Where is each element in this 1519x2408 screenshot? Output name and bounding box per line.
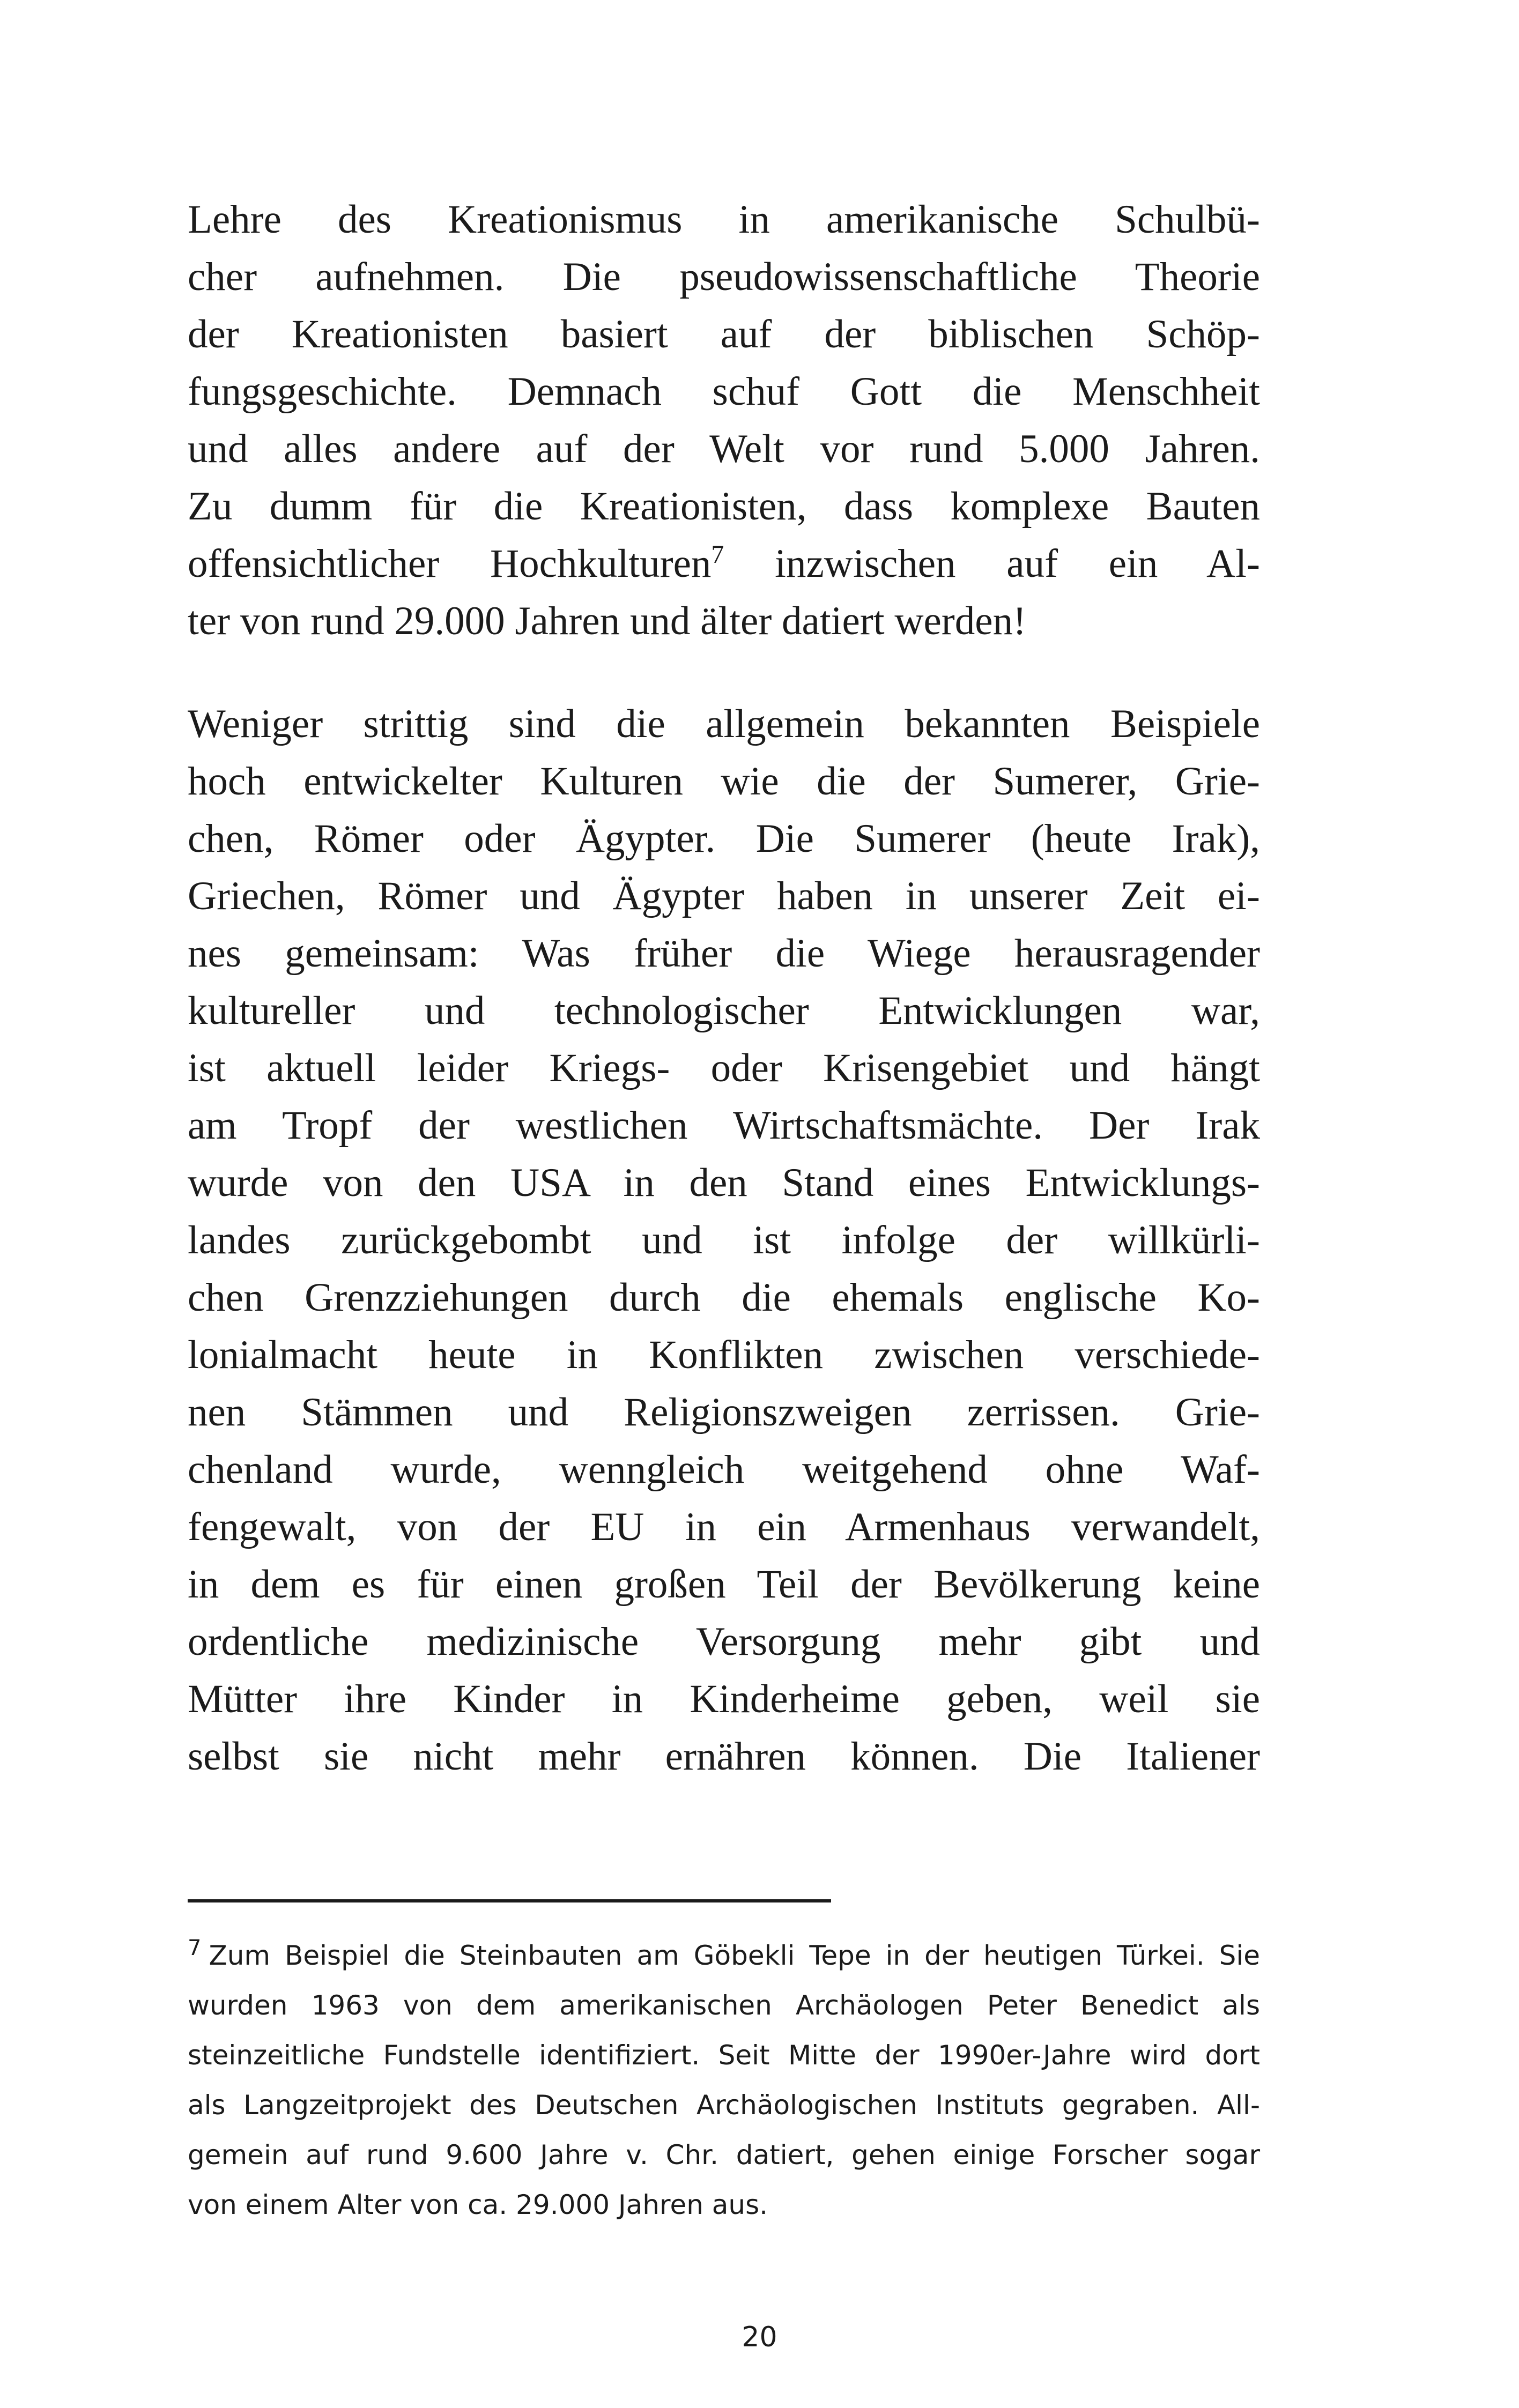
text-line: hoch entwickelter Kulturen wie die der Sumerer, Grie- [188, 759, 1260, 804]
paragraph-2 [188, 695, 1260, 1785]
text-line: Griechen, Römer und Ägypter haben in unserer Zeit ei- [188, 874, 1260, 918]
text-line: nes gemeinsam: Was früher die Wiege herausragender [188, 931, 1260, 976]
text-line-with-footnote-ref [188, 535, 1260, 592]
text-segment: offensichtlicher Hochkulturen [188, 541, 712, 586]
text-line: in dem es für einen großen Teil der Bevölkerung keine [188, 1562, 1260, 1607]
text-line: chen Grenzziehungen durch die ehemals englische Ko- [188, 1275, 1260, 1320]
text-line: fungsgeschichte. Demnach schuf Gott die Menschheit [188, 369, 1260, 414]
text-line: und alles andere auf der Welt vor rund 5.000 Jahren. [188, 427, 1260, 471]
footnote-line: steinzeitliche Fundstelle identifiziert. Seit Mitte der 1990er-Jahre wird dort [188, 2040, 1260, 2071]
text-line: kultureller und technologischer Entwicklungen war, [188, 989, 1260, 1033]
paragraph-1 [188, 191, 1260, 650]
text-line: Weniger strittig sind die allgemein bekannten Beispiele [188, 702, 1260, 746]
text-line: ter von rund 29.000 Jahren und älter datiert werden! [188, 599, 1027, 643]
text-line: Mütter ihre Kinder in Kinderheime geben, weil sie [188, 1677, 1260, 1721]
footnote-line: wurden 1963 von dem amerikanischen Archäologen Peter Benedict als [188, 1990, 1260, 2021]
text-line: der Kreationisten basiert auf der biblischen Schöp- [188, 312, 1260, 356]
footnote [188, 1931, 1260, 2230]
text-line: fengewalt, von der EU in ein Armenhaus verwandelt, [188, 1505, 1260, 1549]
footnote-line: gemein auf rund 9.600 Jahre v. Chr. datiert, gehen einige Forscher sogar [188, 2139, 1260, 2171]
text-line: chenland wurde, wenngleich weitgehend ohne Waf- [188, 1447, 1260, 1492]
footnote-line: von einem Alter von ca. 29.000 Jahren aus. [188, 2189, 768, 2220]
footnote-divider [188, 1899, 831, 1902]
text-line: chen, Römer oder Ägypter. Die Sumerer (heute Irak), [188, 816, 1260, 861]
text-line: landes zurückgebombt und ist infolge der willkürli- [188, 1218, 1260, 1262]
text-line: Lehre des Kreationismus in amerikanische Schulbü- [188, 197, 1260, 242]
text-line: nen Stämmen und Religionszweigen zerrissen. Grie- [188, 1390, 1260, 1435]
footnote-marker: 7 [188, 1936, 202, 1961]
footnote-text: Zum Beispiel die Steinbauten am Göbekli Tepe in der heutigen Türkei. Sie [209, 1940, 1260, 1971]
text-line: wurde von den USA in den Stand eines Entwicklungs- [188, 1161, 1260, 1205]
text-line: selbst sie nicht mehr ernähren können. Die Italiener [188, 1734, 1260, 1779]
text-segment: inzwischen auf ein Al- [724, 541, 1260, 586]
text-line: ordentliche medizinische Versorgung mehr gibt und [188, 1619, 1260, 1664]
footnote-line [188, 1931, 1260, 1981]
footnote-reference[interactable]: 7 [711, 540, 724, 569]
text-line: ist aktuell leider Kriegs- oder Krisengebiet und hängt [188, 1046, 1260, 1090]
text-line: cher aufnehmen. Die pseudowissenschaftliche Theorie [188, 255, 1260, 299]
text-line: Zu dumm für die Kreationisten, dass komplexe Bauten [188, 484, 1260, 529]
text-line: am Tropf der westlichen Wirtschaftsmächte. Der Irak [188, 1103, 1260, 1148]
page-number: 20 [742, 2321, 777, 2353]
text-line: lonialmacht heute in Konflikten zwischen verschiede- [188, 1333, 1260, 1377]
footnote-line: als Langzeitprojekt des Deutschen Archäologischen Instituts gegraben. All- [188, 2090, 1260, 2121]
